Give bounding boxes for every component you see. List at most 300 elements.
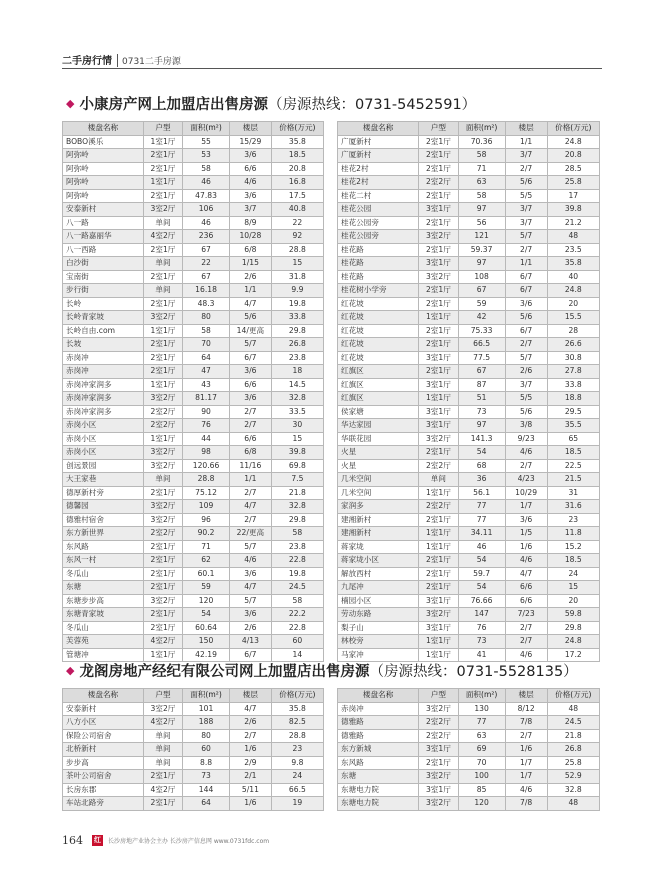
cell-price: 92 [271,230,323,244]
cell-name: 阿弥岭 [63,162,144,176]
cell-floor: 6/7 [230,351,272,365]
cell-layout: 2室2厅 [143,405,182,419]
cell-area: 42.19 [183,648,230,662]
cell-layout: 单间 [143,257,182,271]
section1-title-text: 小康房产网上加盟店出售房源 [79,97,268,113]
table-row [338,486,600,500]
cell-name: 桂花公园旁 [338,216,419,230]
cell-floor: 4/6 [505,648,547,662]
cell-layout: 1室1厅 [143,648,182,662]
cell-price: 24.8 [547,284,599,298]
cell-price: 22.8 [271,554,323,568]
cell-name: 芙蓉苑 [63,635,144,649]
cell-layout: 2室1厅 [143,270,182,284]
cell-name: 桂花二村 [338,189,419,203]
cell-layout: 1室1厅 [143,378,182,392]
table-row [63,243,324,257]
cell-price: 60 [271,635,323,649]
cell-price: 26.8 [271,338,323,352]
cell-price: 23.5 [547,243,599,257]
cell-floor: 5/6 [505,176,547,190]
cell-name: 东塘步步高 [63,594,144,608]
cell-area: 56.1 [458,486,505,500]
cell-layout: 2室1厅 [143,162,182,176]
cell-floor: 3/6 [230,149,272,163]
cell-area: 77 [458,716,505,730]
cell-layout: 3室1厅 [419,419,458,433]
cell-layout: 3室1厅 [419,378,458,392]
cell-name: 东方新世界 [63,527,144,541]
cell-floor: 5/6 [505,311,547,325]
section1-hotline: （房源热线：0731-5452591） [267,97,477,113]
cell-name: 九尾冲 [338,581,419,595]
cell-area: 16.18 [183,284,230,298]
cell-area: 76 [458,621,505,635]
cell-floor: 6/7 [505,324,547,338]
cell-area: 67 [183,270,230,284]
cell-name: 东塘 [63,581,144,595]
cell-floor: 4/7 [230,702,272,716]
cell-area: 66.5 [458,338,505,352]
cell-price: 28.5 [547,162,599,176]
cell-name: 解放西村 [338,567,419,581]
cell-area: 90.2 [183,527,230,541]
cell-area: 75.12 [183,486,230,500]
table-row [63,176,324,190]
cell-price: 17.2 [547,648,599,662]
cell-floor: 5/7 [230,594,272,608]
cell-name: 德雅路 [338,729,419,743]
table-row [63,270,324,284]
cell-price: 24.8 [547,635,599,649]
table-row [63,513,324,527]
cell-price: 58 [271,594,323,608]
table-row [63,135,324,149]
cell-floor: 2/7 [505,459,547,473]
cell-layout: 3室1厅 [419,743,458,757]
table-row [63,230,324,244]
cell-name: 楠园小区 [338,594,419,608]
cell-name: 桂花公园 [338,203,419,217]
cell-price: 48 [547,702,599,716]
cell-name: 步步高 [63,756,144,770]
cell-price: 21.8 [271,486,323,500]
cell-name: 桂花路 [338,270,419,284]
table-row [338,432,600,446]
cell-price: 33.5 [271,405,323,419]
cell-layout: 3室1厅 [419,621,458,635]
cell-layout: 2室2厅 [419,500,458,514]
column-header: 价格(万元) [547,122,599,136]
cell-area: 59 [183,581,230,595]
cell-name: 马家冲 [338,648,419,662]
cell-area: 67 [183,243,230,257]
cell-name: 德厚新村旁 [63,486,144,500]
cell-area: 58 [183,162,230,176]
cell-area: 97 [458,203,505,217]
cell-price: 18.8 [547,392,599,406]
cell-floor: 6/7 [505,284,547,298]
cell-floor: 6/6 [505,581,547,595]
cell-layout: 3室1厅 [419,351,458,365]
cell-price: 35.8 [271,702,323,716]
cell-floor: 2/7 [230,486,272,500]
cell-layout: 2室2厅 [419,729,458,743]
cell-floor: 4/7 [230,581,272,595]
cell-area: 51 [458,392,505,406]
table-row [338,594,600,608]
table-row [63,432,324,446]
cell-area: 81.17 [183,392,230,406]
cell-price: 30.8 [547,351,599,365]
cell-layout: 1室1厅 [143,324,182,338]
cell-name: 东风路 [63,540,144,554]
cell-layout: 4室2厅 [143,716,182,730]
cell-floor: 2/6 [505,365,547,379]
table-row [63,783,324,797]
cell-name: 东塘电力院 [338,797,419,811]
table-row [338,743,600,757]
cell-name: 林校旁 [338,635,419,649]
table-row [338,635,600,649]
cell-name: 红旗区 [338,392,419,406]
cell-name: 德馨园 [63,500,144,514]
table-row [338,419,600,433]
cell-price: 19.8 [271,567,323,581]
table-row [338,567,600,581]
column-header: 价格(万元) [271,122,323,136]
cell-price: 32.8 [547,783,599,797]
cell-layout: 2室1厅 [143,338,182,352]
table-row [338,756,600,770]
cell-price: 14 [271,648,323,662]
cell-layout: 2室1厅 [419,162,458,176]
cell-area: 80 [183,729,230,743]
cell-price: 22.5 [547,459,599,473]
cell-floor: 2/6 [230,716,272,730]
cell-floor: 5/7 [505,351,547,365]
table-row [338,365,600,379]
table-row [338,257,600,271]
cell-floor: 6/7 [230,648,272,662]
cell-floor: 5/5 [505,189,547,203]
cell-layout: 单间 [143,743,182,757]
table-row [338,702,600,716]
table-header-row [63,689,324,703]
cell-layout: 2室1厅 [143,486,182,500]
cell-price: 40 [547,270,599,284]
cell-layout: 2室1厅 [419,338,458,352]
table-row [338,338,600,352]
cell-layout: 2室1厅 [143,351,182,365]
cell-area: 98 [183,446,230,460]
section2-right-table [337,688,600,811]
table-row [63,743,324,757]
cell-price: 28.8 [271,243,323,257]
table-row [338,176,600,190]
cell-layout: 1室1厅 [143,176,182,190]
cell-area: 109 [183,500,230,514]
cell-layout: 2室1厅 [143,567,182,581]
cell-floor: 1/1 [230,473,272,487]
column-header: 楼层 [505,689,547,703]
cell-layout: 2室1厅 [143,608,182,622]
cell-layout: 3室2厅 [143,203,182,217]
cell-price: 59.8 [547,608,599,622]
cell-name: 广厦新村 [338,135,419,149]
cell-layout: 3室1厅 [419,203,458,217]
cell-name: 建湘新村 [338,527,419,541]
cell-price: 24 [271,770,323,784]
table-row [338,770,600,784]
cell-price: 27.8 [547,365,599,379]
cell-layout: 3室2厅 [143,702,182,716]
cell-area: 60.64 [183,621,230,635]
cell-price: 15.2 [547,540,599,554]
cell-name: 红花坡 [338,297,419,311]
cell-floor: 3/7 [505,378,547,392]
cell-price: 21.5 [547,473,599,487]
cell-price: 17.5 [271,189,323,203]
cell-area: 76.66 [458,594,505,608]
cell-floor: 3/6 [230,392,272,406]
cell-price: 39.8 [271,446,323,460]
cell-floor: 1/15 [230,257,272,271]
column-header: 楼盘名称 [338,689,419,703]
cell-floor: 5/7 [505,230,547,244]
cell-layout: 4室2厅 [143,635,182,649]
cell-floor: 5/7 [230,540,272,554]
table-row [63,297,324,311]
cell-price: 20 [547,297,599,311]
cell-price: 33.8 [271,311,323,325]
cell-floor: 5/6 [505,405,547,419]
table-row [338,621,600,635]
cell-layout: 3室2厅 [143,500,182,514]
cell-floor: 8/9 [230,216,272,230]
table-row [338,189,600,203]
cell-name: 蒋家垅小区 [338,554,419,568]
cell-area: 73 [458,405,505,419]
cell-price: 26.8 [547,743,599,757]
cell-name: 保险公司宿舍 [63,729,144,743]
cell-name: 八一西路 [63,243,144,257]
cell-layout: 2室1厅 [419,567,458,581]
page-number: 164 [62,834,83,847]
table-row [63,216,324,230]
cell-name: 安泰新村 [63,702,144,716]
cell-price: 39.8 [547,203,599,217]
cell-floor: 4/6 [505,783,547,797]
cell-name: 广厦新村 [338,149,419,163]
cell-layout: 1室1厅 [419,392,458,406]
cell-floor: 2/6 [230,270,272,284]
cell-price: 21.8 [547,729,599,743]
section2-title [66,660,578,681]
table-row [338,297,600,311]
cell-floor: 3/6 [230,365,272,379]
cell-floor: 4/7 [505,567,547,581]
cell-floor: 6/6 [230,432,272,446]
cell-floor: 3/7 [505,216,547,230]
cell-name: 赤岗小区 [63,432,144,446]
cell-area: 150 [183,635,230,649]
cell-layout: 3室2厅 [143,594,182,608]
cell-layout: 单间 [143,284,182,298]
cell-area: 64 [183,351,230,365]
page-footer [62,834,622,848]
table-row [63,378,324,392]
cell-price: 14.5 [271,378,323,392]
table-row [63,540,324,554]
table-row [63,486,324,500]
table-row [338,554,600,568]
cell-name: 赤岗小区 [63,446,144,460]
cell-layout: 2室1厅 [143,581,182,595]
table-row [63,446,324,460]
cell-name: 桂花路 [338,257,419,271]
cell-area: 58 [183,324,230,338]
cell-floor: 1/1 [505,135,547,149]
cell-floor: 7/8 [505,716,547,730]
cell-layout: 4室2厅 [143,783,182,797]
table-row [338,513,600,527]
cell-layout: 2室1厅 [143,149,182,163]
cell-name: 赤岗小区 [63,419,144,433]
cell-layout: 1室1厅 [419,540,458,554]
cell-floor: 2/7 [505,729,547,743]
cell-area: 144 [183,783,230,797]
cell-area: 55 [183,135,230,149]
column-header: 楼盘名称 [63,122,144,136]
cell-price: 20.8 [547,149,599,163]
cell-name: 红花坡 [338,338,419,352]
cell-floor: 9/23 [505,432,547,446]
cell-price: 31.6 [547,500,599,514]
cell-floor: 3/7 [505,203,547,217]
cell-name: 华联花园 [338,432,419,446]
table-row [63,567,324,581]
table-row [63,162,324,176]
cell-price: 24.5 [547,716,599,730]
cell-floor: 3/7 [505,149,547,163]
cell-floor: 14/更高 [230,324,272,338]
cell-price: 16.8 [271,176,323,190]
table-row [338,135,600,149]
cell-layout: 3室2厅 [419,702,458,716]
cell-layout: 1室1厅 [419,486,458,500]
cell-layout: 3室2厅 [419,608,458,622]
cell-floor: 2/7 [230,729,272,743]
cell-area: 67 [458,284,505,298]
table-row [63,338,324,352]
cell-name: 车站北路旁 [63,797,144,811]
cell-area: 70.36 [458,135,505,149]
cell-floor: 7/8 [505,797,547,811]
cell-layout: 2室1厅 [419,365,458,379]
cell-layout: 单间 [143,473,182,487]
table-row [63,716,324,730]
cell-name: 创远景园 [63,459,144,473]
cell-floor: 3/7 [230,203,272,217]
cell-name: 家润多 [338,500,419,514]
cell-area: 47 [183,365,230,379]
cell-price: 28.8 [271,729,323,743]
cell-floor: 3/6 [505,297,547,311]
cell-area: 54 [458,581,505,595]
cell-floor: 1/6 [230,797,272,811]
cell-floor: 2/7 [230,419,272,433]
cell-area: 68 [458,459,505,473]
cell-name: 东塘电力院 [338,783,419,797]
cell-area: 108 [458,270,505,284]
cell-area: 87 [458,378,505,392]
cell-area: 71 [458,162,505,176]
cell-floor: 6/6 [505,594,547,608]
cell-name: 冬瓜山 [63,621,144,635]
cell-area: 100 [458,770,505,784]
cell-price: 48 [547,797,599,811]
publisher-logo: 红 [94,836,101,844]
cell-layout: 2室1厅 [143,797,182,811]
cell-area: 70 [458,756,505,770]
cell-area: 85 [458,783,505,797]
cell-area: 63 [458,729,505,743]
cell-name: 安泰新村 [63,203,144,217]
cell-area: 80 [183,311,230,325]
table-row [63,608,324,622]
table-row [63,419,324,433]
cell-floor: 1/7 [505,770,547,784]
table-row [63,284,324,298]
cell-name: BOBO溪乐 [63,135,144,149]
cell-floor: 5/6 [230,311,272,325]
cell-price: 32.8 [271,500,323,514]
cell-price: 20 [547,594,599,608]
cell-name: 阿弥岭 [63,189,144,203]
cell-layout: 2室1厅 [419,284,458,298]
cell-area: 28.8 [183,473,230,487]
cell-layout: 2室1厅 [143,297,182,311]
table-row [338,149,600,163]
cell-floor: 3/8 [505,419,547,433]
cell-floor: 4/6 [230,176,272,190]
table-row [338,203,600,217]
cell-area: 71 [183,540,230,554]
cell-name: 东塘青家坡 [63,608,144,622]
cell-layout: 2室1厅 [419,243,458,257]
table-row [63,581,324,595]
cell-layout: 3室2厅 [143,311,182,325]
cell-layout: 2室1厅 [419,581,458,595]
cell-area: 63 [458,176,505,190]
cell-price: 65 [547,432,599,446]
table-header-row [338,689,600,703]
cell-name: 八一路嘉丽华 [63,230,144,244]
cell-area: 36 [458,473,505,487]
cell-layout: 2室1厅 [419,513,458,527]
cell-area: 147 [458,608,505,622]
table-row [63,527,324,541]
cell-floor: 3/6 [230,567,272,581]
table-row [338,500,600,514]
cell-price: 9.9 [271,284,323,298]
cell-layout: 1室1厅 [143,432,182,446]
cell-area: 34.11 [458,527,505,541]
column-header: 楼盘名称 [63,689,144,703]
cell-floor: 1/7 [505,756,547,770]
cell-price: 18.5 [271,149,323,163]
